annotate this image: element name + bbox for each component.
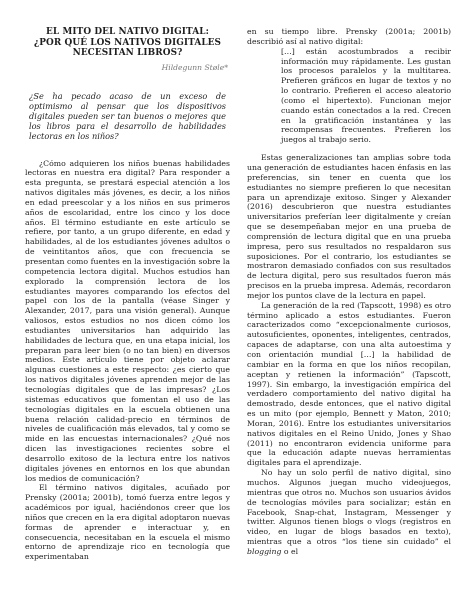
body-paragraph-2: El término nativos digitales, acuñado por Prensky (2001a; 2001b), tomó fuerza entre legos y académicos por igual, haciéndonos creer que los niños que crecen en la era digital adoptaron nuevas formas de aprender e interactuar y, en consecuencia, necesitaban en la escuela el mismo entorno de aprendizaje rico en tecnología que experimentaban <box>25 483 230 562</box>
title-line-3: NECESITAN LIBROS? <box>72 48 183 59</box>
body-paragraph-continued: en su tiempo libre. Prensky (2001a; 2001b) describió así al nativo digital: <box>247 27 451 46</box>
body-paragraph-3: Estas generalizaciones tan amplias sobre toda una generación de estudiantes hacen énfasis en las preferencias, sin tener en cuenta que los estudiantes no siempre prefieren lo que necesitan para un aprendizaje exitoso. Singer y Alexander (2016) descubrieron que nuestra estudiantes universitarios preferían leer digitalmente y creían que se desempeñaban mejor en una prueba de comprensión de lectura digital que en una prueba impresa, pero sus resultados no respaldaron sus suposiciones. Por el contrario, los estudiantes se mostraron demasiado confiados con sus resultados de lectura digital, pero sus resultados fueron más precisos en la prueba impresa. Además, recordaron mejor los puntos clave de la lectura en papel. <box>247 153 451 300</box>
paragraph-5-end: o el <box>281 546 299 556</box>
body-paragraph-4: La generación de la red (Tapscott, 1998) es otro término aplicado a estos estudiantes. Fueron caracterizados como “excepcionalmente curiosos, autosuficientes, oponentes, inteligentes, centrados, capaces de adaptarse, con una alta autoestima y con orientación mundial […] la habilidad de cambiar en la forma en que los niños recopilan, aceptan y retienen la información” (Tapscott, 1997). Sin embargo, la investigación empírica del verdadero comportamiento del nativo digital ha demostrado, desde entonces, que el nativo digital es un mito (por ejemplo, Bennett y Maton, 2010; Moran, 2016). Entre los estudiantes universitarios nativos digitales en el Reino Unido, Jones y Shao (2011) no encontraron evidencia uniforme para que la educación adapte nuevas herramientas digitales para el aprendizaje. <box>247 300 451 468</box>
body-paragraph-5 <box>247 468 451 557</box>
block-quote: […] están acostumbrados a recibir información muy rápidamente. Les gustan los procesos paralelos y la multitarea. Prefieren gráficos en lugar de textos y no lo contrario. Prefieren el acceso aleatorio (como el hipertexto). Funcionan mejor cuando están conectados a la red. Crecen en la gratificación instantánea y las recompensas frecuentes. Prefieren los juegos al trabajo serio. <box>281 46 451 145</box>
author-name: Hildegunn Støle* <box>161 62 228 72</box>
title-line-1: EL MITO DEL NATIVO DIGITAL: <box>46 27 209 37</box>
body-paragraph-1: ¿Cómo adquieren los niños buenas habilidades lectoras en nuestra era digital? Para responder a esta pregunta, se prestará especial atención a los nativos digitales más jóvenes, es decir, a los niños en edad preescolar y a los niños en sus primeros años de escolaridad, entre los cinco y los doce años. El término estudiante en este artículo se refiere, por tanto, a un grupo diferente, en edad y habilidades, al de los estudiantes jóvenes adultos o de veintitantos años, que con frecuencia se presentan como fuentes en la investigación sobre la competencia lectora digital. Muchos estudios han explorado la comprensión lectora de los estudiantes mayores comparando los efectos del papel con los de la pantalla (véase Singer y Alexander, 2017, para una visión general). Aunque valiosos, estos estudios no nos dicen cómo los estudiantes universitarios han adquirido las habilidades de lectura que, en una etapa inicial, los preparan para leer bien (o no tan bien) en diversos medios. Este artículo tiene por objeto aclarar algunas cuestiones a este respecto: ¿es cierto que los nativos digitales jóvenes aprenden mejor de las tecnologías digitales que de las impresas? ¿Los sistemas educativos que fomentan el uso de las tecnologías digitales en la escuela obtienen una buena relación calidad-precio en términos de niveles de cualificación más elevados, tal y como se mide en las encuestas internacionales? ¿Qué nos dicen las investigaciones recientes sobre el desarrollo exitoso de la lectura entre los nativos digitales jóvenes en entornos en los que abundan los medios de comunicación? <box>25 158 230 483</box>
blogging-emphasis: blogging <box>247 546 282 556</box>
right-column <box>247 27 451 557</box>
intro-question: ¿Se ha pecado acaso de un exceso de optimismo al pensar que los dispositivos digitales pueden ser tan buenos o mejores que los libros para el desarrollo de habilidades lectoras en los niños? <box>29 90 226 142</box>
article-title <box>25 27 230 59</box>
paragraph-5-text: No hay un solo perfil de nativo digital, sino muchos. Algunos juegan mucho videojuegos, mientras que otros no. Muchos son usuarios ávidos de tecnologías móviles para socializar; están en Facebook, Snap-chat, Instagram, Messenger y twitter. Algunos tienen blogs o vlogs (registros en video, en lugar de blogs basados en texto), mientras que a otros “los tiene sin cuidado” el <box>247 468 451 547</box>
title-line-2: ¿POR QUÉ LOS NATIVOS DIGITALES <box>33 37 222 48</box>
left-column <box>25 27 230 562</box>
